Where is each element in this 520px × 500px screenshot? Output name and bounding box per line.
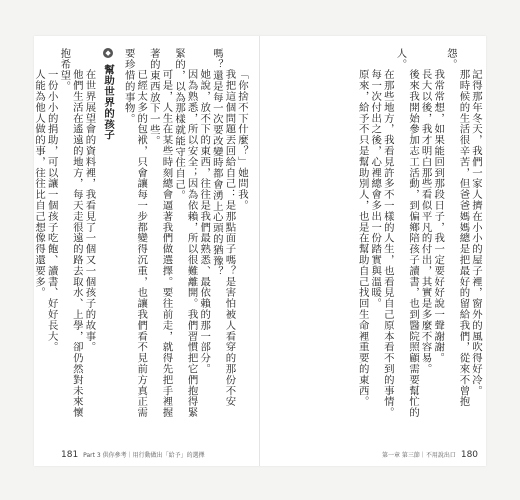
right-page [270,48,482,418]
right-paragraph-6: 在那些地方，我看見許多不一樣的人生，也看見自己原本看不到的事情。 [381,68,394,418]
right-paragraph-2: 那時候的生活很辛苦，但爸爸媽媽總是把最好的留給我們，從來不曾抱怨。 [444,48,470,407]
left-running-title: Part 3 供你參考｜用行動做出「給予」的選擇 [83,451,205,459]
page-gutter [259,36,260,466]
left-paragraph-3: 她說，放不下的東西，往往是我們最熟悉、最依賴的那一部分。 [198,68,211,374]
left-paragraph-9: 一份小小的捐助，可以讓一個孩子吃飽、讀書、好好長大。 [45,68,58,353]
left-paragraph-10: 人能為他人做的事，往往比自己想像得還要多。 [33,68,46,298]
section-heading-text: 幫助世界的孩子 [102,64,115,141]
right-footer [382,450,481,461]
right-paragraph-5: 後來我開始參加志工活動，到偏鄉陪孩子讀書，也到醫院照顧需要幫忙的人。 [394,48,420,418]
left-paragraph-1: 「你捨不下什麼？」她問我。 [236,68,248,211]
left-page-text [33,48,249,418]
right-paragraph-8: 原來，給予不只是幫助別人，也是在幫助自己找回生命裡重要的東西。 [356,68,369,407]
right-paragraph-4: 長大以後，我才明白那些看似平凡的付出，其實是多麼不容易。 [419,68,432,374]
right-paragraph-7: 每一次付出之後，心裡總會多出一份踏實與溫暖。 [369,68,382,309]
diamond-icon: ◆ [104,48,113,58]
right-page-number: 180 [460,450,479,460]
right-paragraph-3: 我常常想，如果能回到那段日子，我一定要好好說一聲謝謝。 [432,68,445,364]
right-page-text [356,48,482,418]
right-paragraph-1: 記得那年冬天，我們一家人擠在小小的屋子裡，窗外的風吹得好冷。 [470,68,482,396]
left-page [33,48,248,418]
left-page-number: 181 [61,450,79,460]
left-paragraph-6: 已經太多的包袱，只會讓每一步都變得沉重，也讓我們看不見前方真正需要珍惜的事物。 [122,48,148,418]
left-paragraph-7: 在世界展望會的資料裡，我看見了一個又一個孩子的故事。 [83,68,96,353]
left-paragraph-4: 因為熟悉，所以安全；因為依賴，所以很難離開。我們習慣把它們抱得緊緊的，以為那樣就能守住自己。 [173,48,198,418]
left-paragraph-5: 可是，人生在某些時刻總會逼著我們做選擇。要往前走，就得先把手裡握著的東西放下一些。 [147,48,173,418]
right-running-title: 第一章 第三節｜不用說出口 [382,451,456,459]
section-heading [101,48,114,418]
left-paragraph-8: 他們生活在遙遠的地方，每天走很遠的路去取水、上學，卻仍然對未來懷抱希望。 [58,48,83,418]
left-footer [58,450,205,461]
left-paragraph-2: 我把這個問題丟回給自己：是那點面子嗎？是害怕被人看穿的那份不安嗎？還是每一次要改變時都會湧上心頭的猶豫？ [210,48,236,407]
